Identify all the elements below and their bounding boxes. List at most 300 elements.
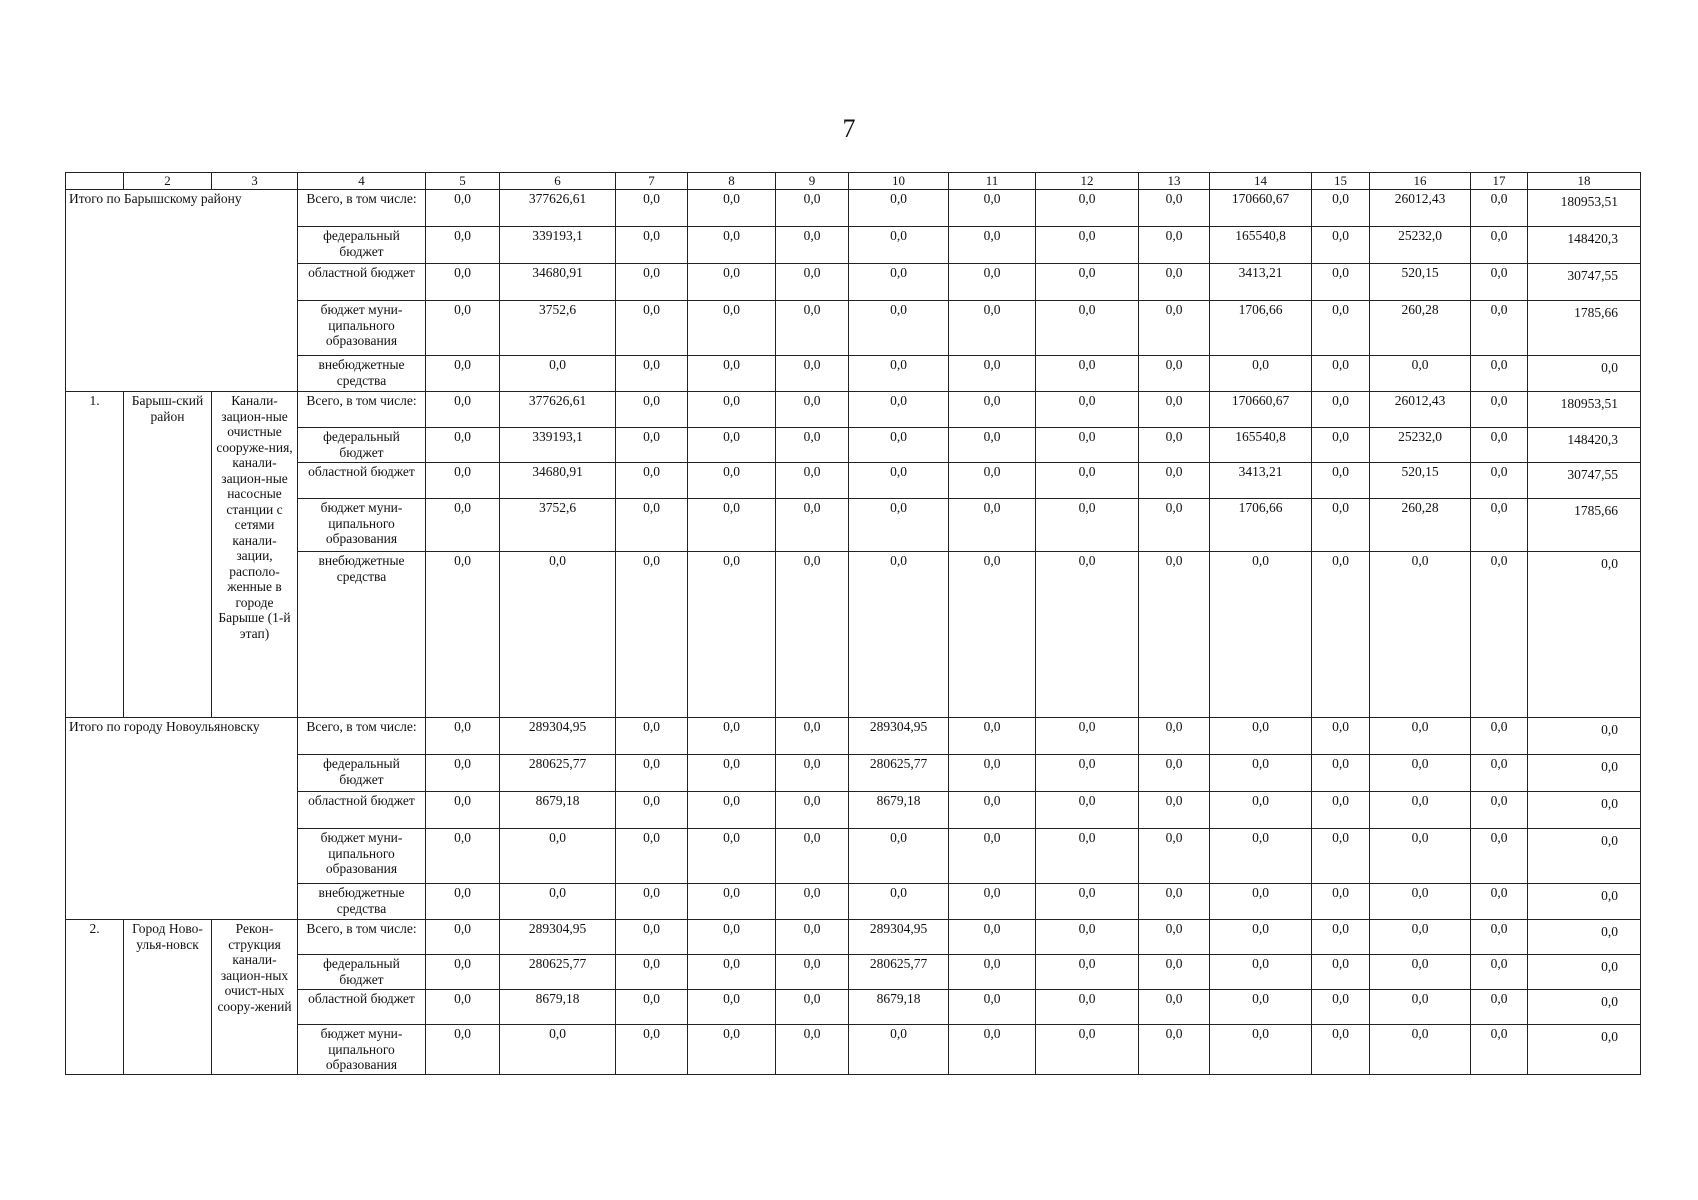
value-cell: 0,0: [1210, 990, 1312, 1025]
value-cell: 0,0: [1370, 356, 1471, 392]
value-cell: 0,0: [688, 884, 776, 920]
value-cell: 0,0: [426, 264, 500, 301]
value-cell: 0,0: [1139, 755, 1210, 792]
value-cell: 0,0: [1210, 792, 1312, 829]
value-cell: 377626,61: [500, 392, 616, 428]
value-cell: 0,0: [1210, 718, 1312, 755]
value-cell: 0,0: [849, 499, 949, 552]
value-cell: 0,0: [1210, 552, 1312, 718]
value-cell: 0,0: [1312, 356, 1370, 392]
value-cell: 0,0: [949, 356, 1036, 392]
column-header: 10: [849, 173, 949, 190]
funding-source-label: федеральный бюджет: [298, 755, 426, 792]
column-header: 11: [949, 173, 1036, 190]
value-cell: 0,0: [1370, 829, 1471, 884]
column-header: 6: [500, 173, 616, 190]
value-cell: 0,0: [949, 463, 1036, 499]
value-cell: 0,0: [616, 792, 688, 829]
value-cell: 0,0: [1210, 1025, 1312, 1075]
table-row: [66, 955, 1641, 990]
value-cell: 0,0: [949, 227, 1036, 264]
value-cell: 0,0: [1036, 829, 1139, 884]
value-cell: 0,0: [1370, 884, 1471, 920]
value-cell: 0,0: [616, 227, 688, 264]
item-object: Рекон-струкция канали-зацион-ных очист-ных соору-жений: [212, 920, 298, 1075]
value-cell: 0,0: [500, 1025, 616, 1075]
value-cell: 0,0: [949, 718, 1036, 755]
value-cell: 0,0: [1036, 356, 1139, 392]
value-cell: 0,0: [1370, 1025, 1471, 1075]
value-cell: 180953,51: [1528, 190, 1641, 227]
value-cell: 0,0: [426, 227, 500, 264]
value-cell: 0,0: [776, 920, 849, 955]
value-cell: 0,0: [1471, 356, 1528, 392]
value-cell: 0,0: [1139, 792, 1210, 829]
value-cell: 0,0: [1312, 264, 1370, 301]
funding-source-label: Всего, в том числе:: [298, 920, 426, 955]
value-cell: 0,0: [1528, 718, 1641, 755]
value-cell: 0,0: [1036, 755, 1139, 792]
value-cell: 0,0: [1036, 552, 1139, 718]
value-cell: 165540,8: [1210, 428, 1312, 463]
value-cell: 0,0: [949, 1025, 1036, 1075]
value-cell: 0,0: [776, 1025, 849, 1075]
column-header-row: [66, 173, 1641, 190]
value-cell: 30747,55: [1528, 463, 1641, 499]
value-cell: 1706,66: [1210, 301, 1312, 356]
table-row: [66, 829, 1641, 884]
value-cell: 3413,21: [1210, 264, 1312, 301]
value-cell: 339193,1: [500, 227, 616, 264]
value-cell: 0,0: [426, 392, 500, 428]
value-cell: 0,0: [1312, 392, 1370, 428]
page-number: 7: [842, 114, 856, 143]
value-cell: 0,0: [1471, 463, 1528, 499]
value-cell: 0,0: [426, 428, 500, 463]
table-row: [66, 884, 1641, 920]
value-cell: 0,0: [1036, 227, 1139, 264]
value-cell: 0,0: [1036, 463, 1139, 499]
value-cell: 0,0: [1471, 990, 1528, 1025]
value-cell: 0,0: [776, 301, 849, 356]
value-cell: 0,0: [849, 829, 949, 884]
value-cell: 0,0: [1139, 428, 1210, 463]
value-cell: 0,0: [688, 792, 776, 829]
value-cell: 0,0: [849, 356, 949, 392]
value-cell: 148420,3: [1528, 227, 1641, 264]
value-cell: 8679,18: [849, 792, 949, 829]
value-cell: 0,0: [1139, 356, 1210, 392]
value-cell: 0,0: [776, 264, 849, 301]
funding-source-label: областной бюджет: [298, 264, 426, 301]
value-cell: 0,0: [688, 920, 776, 955]
value-cell: 0,0: [1528, 552, 1641, 718]
table-row: [66, 552, 1641, 718]
value-cell: 0,0: [426, 829, 500, 884]
value-cell: 0,0: [1370, 552, 1471, 718]
value-cell: 165540,8: [1210, 227, 1312, 264]
section-total-label: Итого по городу Новоульяновску: [66, 718, 298, 920]
value-cell: 0,0: [1370, 920, 1471, 955]
value-cell: 0,0: [949, 552, 1036, 718]
value-cell: 0,0: [1471, 884, 1528, 920]
value-cell: 0,0: [1528, 356, 1641, 392]
value-cell: 0,0: [616, 190, 688, 227]
table-row: [66, 1025, 1641, 1075]
value-cell: 0,0: [849, 552, 949, 718]
value-cell: 0,0: [616, 955, 688, 990]
value-cell: 0,0: [1139, 499, 1210, 552]
value-cell: 0,0: [849, 463, 949, 499]
value-cell: 520,15: [1370, 264, 1471, 301]
value-cell: 0,0: [1312, 301, 1370, 356]
item-number: 2.: [66, 920, 124, 1075]
value-cell: 0,0: [1139, 190, 1210, 227]
column-header: 9: [776, 173, 849, 190]
column-header: 4: [298, 173, 426, 190]
value-cell: 0,0: [849, 190, 949, 227]
value-cell: 1785,66: [1528, 499, 1641, 552]
value-cell: 0,0: [1528, 920, 1641, 955]
funding-source-label: бюджет муни-ципального образования: [298, 301, 426, 356]
value-cell: 0,0: [949, 301, 1036, 356]
funding-source-label: внебюджетные средства: [298, 552, 426, 718]
value-cell: 0,0: [1139, 884, 1210, 920]
value-cell: 0,0: [1312, 990, 1370, 1025]
column-header: 12: [1036, 173, 1139, 190]
value-cell: 339193,1: [500, 428, 616, 463]
value-cell: 0,0: [1528, 829, 1641, 884]
value-cell: 30747,55: [1528, 264, 1641, 301]
value-cell: 0,0: [949, 190, 1036, 227]
value-cell: 0,0: [500, 356, 616, 392]
value-cell: 0,0: [688, 392, 776, 428]
value-cell: 0,0: [1312, 1025, 1370, 1075]
value-cell: 0,0: [1471, 955, 1528, 990]
value-cell: 0,0: [688, 990, 776, 1025]
value-cell: 0,0: [1139, 301, 1210, 356]
value-cell: 0,0: [1139, 718, 1210, 755]
value-cell: 8679,18: [500, 792, 616, 829]
value-cell: 0,0: [1036, 884, 1139, 920]
table-row: [66, 301, 1641, 356]
value-cell: 0,0: [776, 190, 849, 227]
item-place: Барыш-ский район: [124, 392, 212, 718]
value-cell: 0,0: [949, 990, 1036, 1025]
value-cell: 0,0: [1528, 792, 1641, 829]
value-cell: 260,28: [1370, 499, 1471, 552]
value-cell: 0,0: [688, 1025, 776, 1075]
value-cell: 0,0: [616, 884, 688, 920]
value-cell: 0,0: [1036, 955, 1139, 990]
value-cell: 0,0: [949, 755, 1036, 792]
value-cell: 8679,18: [500, 990, 616, 1025]
value-cell: 0,0: [1370, 955, 1471, 990]
value-cell: 0,0: [1036, 499, 1139, 552]
value-cell: 0,0: [1139, 829, 1210, 884]
value-cell: 3752,6: [500, 301, 616, 356]
value-cell: 0,0: [616, 990, 688, 1025]
funding-source-label: областной бюджет: [298, 792, 426, 829]
value-cell: 0,0: [426, 755, 500, 792]
column-header: 8: [688, 173, 776, 190]
value-cell: 0,0: [949, 955, 1036, 990]
value-cell: 0,0: [849, 884, 949, 920]
value-cell: 25232,0: [1370, 227, 1471, 264]
value-cell: 0,0: [1471, 499, 1528, 552]
value-cell: 0,0: [1036, 428, 1139, 463]
value-cell: 0,0: [949, 428, 1036, 463]
value-cell: 0,0: [776, 227, 849, 264]
value-cell: 170660,67: [1210, 190, 1312, 227]
column-header: 15: [1312, 173, 1370, 190]
value-cell: 0,0: [1471, 227, 1528, 264]
value-cell: 0,0: [1471, 792, 1528, 829]
value-cell: 0,0: [688, 552, 776, 718]
value-cell: 289304,95: [849, 718, 949, 755]
value-cell: 170660,67: [1210, 392, 1312, 428]
value-cell: 0,0: [1528, 990, 1641, 1025]
value-cell: 0,0: [849, 264, 949, 301]
value-cell: 0,0: [776, 718, 849, 755]
value-cell: 0,0: [688, 718, 776, 755]
value-cell: 180953,51: [1528, 392, 1641, 428]
value-cell: 26012,43: [1370, 190, 1471, 227]
value-cell: 0,0: [1036, 264, 1139, 301]
value-cell: 0,0: [776, 499, 849, 552]
value-cell: 0,0: [1370, 755, 1471, 792]
value-cell: 0,0: [1471, 552, 1528, 718]
table-row: [66, 190, 1641, 227]
value-cell: 289304,95: [500, 718, 616, 755]
value-cell: 0,0: [426, 990, 500, 1025]
value-cell: 0,0: [776, 829, 849, 884]
value-cell: 0,0: [616, 920, 688, 955]
value-cell: 0,0: [1210, 920, 1312, 955]
value-cell: 0,0: [688, 463, 776, 499]
value-cell: 0,0: [1036, 990, 1139, 1025]
value-cell: 0,0: [688, 755, 776, 792]
value-cell: 0,0: [1210, 755, 1312, 792]
value-cell: 0,0: [1139, 227, 1210, 264]
value-cell: 0,0: [1471, 264, 1528, 301]
value-cell: 377626,61: [500, 190, 616, 227]
value-cell: 0,0: [1471, 301, 1528, 356]
item-number: 1.: [66, 392, 124, 718]
value-cell: 520,15: [1370, 463, 1471, 499]
value-cell: 0,0: [1036, 190, 1139, 227]
column-header: 5: [426, 173, 500, 190]
value-cell: 0,0: [426, 552, 500, 718]
funding-source-label: Всего, в том числе:: [298, 190, 426, 227]
value-cell: 8679,18: [849, 990, 949, 1025]
value-cell: 0,0: [1528, 955, 1641, 990]
value-cell: 0,0: [1139, 990, 1210, 1025]
value-cell: 0,0: [1312, 499, 1370, 552]
value-cell: 0,0: [616, 356, 688, 392]
value-cell: 0,0: [1312, 718, 1370, 755]
table-row: [66, 755, 1641, 792]
value-cell: 0,0: [1471, 755, 1528, 792]
value-cell: 0,0: [776, 955, 849, 990]
value-cell: 0,0: [1471, 1025, 1528, 1075]
value-cell: 0,0: [1139, 955, 1210, 990]
table-row: [66, 990, 1641, 1025]
value-cell: 0,0: [688, 190, 776, 227]
value-cell: 0,0: [1210, 955, 1312, 990]
value-cell: 0,0: [426, 356, 500, 392]
value-cell: 0,0: [1312, 463, 1370, 499]
value-cell: 0,0: [776, 792, 849, 829]
funding-source-label: федеральный бюджет: [298, 955, 426, 990]
value-cell: 0,0: [776, 428, 849, 463]
column-header: 2: [124, 173, 212, 190]
value-cell: 0,0: [849, 1025, 949, 1075]
value-cell: 0,0: [426, 190, 500, 227]
value-cell: 1785,66: [1528, 301, 1641, 356]
table-row: [66, 428, 1641, 463]
value-cell: 0,0: [1036, 1025, 1139, 1075]
value-cell: 0,0: [616, 552, 688, 718]
value-cell: 0,0: [1036, 792, 1139, 829]
column-header: [66, 173, 124, 190]
column-header: 16: [1370, 173, 1471, 190]
funding-source-label: Всего, в том числе:: [298, 718, 426, 755]
column-header: 17: [1471, 173, 1528, 190]
value-cell: 0,0: [1471, 920, 1528, 955]
value-cell: 0,0: [616, 428, 688, 463]
value-cell: 0,0: [616, 755, 688, 792]
value-cell: 0,0: [1139, 264, 1210, 301]
value-cell: 0,0: [688, 499, 776, 552]
value-cell: 0,0: [1312, 227, 1370, 264]
value-cell: 0,0: [1528, 755, 1641, 792]
value-cell: 0,0: [688, 301, 776, 356]
value-cell: 0,0: [1528, 884, 1641, 920]
value-cell: 0,0: [1139, 1025, 1210, 1075]
value-cell: 0,0: [688, 955, 776, 990]
value-cell: 0,0: [776, 990, 849, 1025]
value-cell: 280625,77: [500, 955, 616, 990]
value-cell: 0,0: [949, 264, 1036, 301]
value-cell: 0,0: [616, 718, 688, 755]
value-cell: 0,0: [1312, 755, 1370, 792]
funding-source-label: бюджет муни-ципального образования: [298, 499, 426, 552]
value-cell: 0,0: [1312, 552, 1370, 718]
value-cell: 0,0: [1471, 829, 1528, 884]
value-cell: 0,0: [426, 718, 500, 755]
value-cell: 280625,77: [849, 955, 949, 990]
value-cell: 0,0: [616, 301, 688, 356]
funding-source-label: федеральный бюджет: [298, 227, 426, 264]
value-cell: 0,0: [688, 829, 776, 884]
value-cell: 0,0: [616, 264, 688, 301]
value-cell: 0,0: [426, 792, 500, 829]
value-cell: 0,0: [849, 301, 949, 356]
table-row: [66, 392, 1641, 428]
value-cell: 0,0: [849, 227, 949, 264]
value-cell: 34680,91: [500, 463, 616, 499]
value-cell: 0,0: [1210, 884, 1312, 920]
value-cell: 0,0: [1528, 1025, 1641, 1075]
value-cell: 0,0: [688, 356, 776, 392]
value-cell: 0,0: [1036, 392, 1139, 428]
value-cell: 0,0: [1139, 463, 1210, 499]
value-cell: 0,0: [1312, 428, 1370, 463]
value-cell: 260,28: [1370, 301, 1471, 356]
value-cell: 0,0: [1312, 829, 1370, 884]
value-cell: 280625,77: [849, 755, 949, 792]
value-cell: 0,0: [426, 463, 500, 499]
table-row: [66, 356, 1641, 392]
funding-source-label: внебюджетные средства: [298, 884, 426, 920]
value-cell: 0,0: [616, 499, 688, 552]
value-cell: 0,0: [426, 955, 500, 990]
value-cell: 0,0: [616, 463, 688, 499]
value-cell: 0,0: [849, 392, 949, 428]
value-cell: 0,0: [500, 884, 616, 920]
table-body: [66, 173, 1641, 1075]
value-cell: 0,0: [500, 829, 616, 884]
funding-source-label: Всего, в том числе:: [298, 392, 426, 428]
value-cell: 0,0: [776, 552, 849, 718]
column-header: 13: [1139, 173, 1210, 190]
value-cell: 0,0: [949, 392, 1036, 428]
column-header: 14: [1210, 173, 1312, 190]
value-cell: 1706,66: [1210, 499, 1312, 552]
value-cell: 0,0: [1471, 190, 1528, 227]
value-cell: 0,0: [688, 428, 776, 463]
column-header: 7: [616, 173, 688, 190]
table-row: [66, 499, 1641, 552]
value-cell: 26012,43: [1370, 392, 1471, 428]
value-cell: 0,0: [426, 499, 500, 552]
value-cell: 0,0: [1210, 829, 1312, 884]
table-row: [66, 227, 1641, 264]
funding-source-label: федеральный бюджет: [298, 428, 426, 463]
value-cell: 0,0: [1370, 990, 1471, 1025]
value-cell: 0,0: [1370, 718, 1471, 755]
table-row: [66, 463, 1641, 499]
funding-source-label: бюджет муни-ципального образования: [298, 829, 426, 884]
value-cell: 0,0: [1139, 392, 1210, 428]
value-cell: 289304,95: [500, 920, 616, 955]
value-cell: 0,0: [1139, 920, 1210, 955]
funding-source-label: областной бюджет: [298, 463, 426, 499]
funding-source-label: бюджет муни-ципального образования: [298, 1025, 426, 1075]
value-cell: 0,0: [776, 755, 849, 792]
column-header: 3: [212, 173, 298, 190]
value-cell: 0,0: [776, 356, 849, 392]
value-cell: 0,0: [1312, 955, 1370, 990]
value-cell: 0,0: [1210, 356, 1312, 392]
table-row: [66, 792, 1641, 829]
value-cell: 25232,0: [1370, 428, 1471, 463]
value-cell: 148420,3: [1528, 428, 1641, 463]
value-cell: 3752,6: [500, 499, 616, 552]
value-cell: 0,0: [949, 920, 1036, 955]
value-cell: 0,0: [426, 920, 500, 955]
value-cell: 0,0: [1036, 920, 1139, 955]
value-cell: 0,0: [1139, 552, 1210, 718]
value-cell: 0,0: [776, 884, 849, 920]
value-cell: 0,0: [1312, 920, 1370, 955]
section-total-label: Итого по Барышскому району: [66, 190, 298, 392]
value-cell: 0,0: [616, 829, 688, 884]
value-cell: 0,0: [500, 552, 616, 718]
value-cell: 0,0: [949, 792, 1036, 829]
value-cell: 0,0: [1471, 428, 1528, 463]
